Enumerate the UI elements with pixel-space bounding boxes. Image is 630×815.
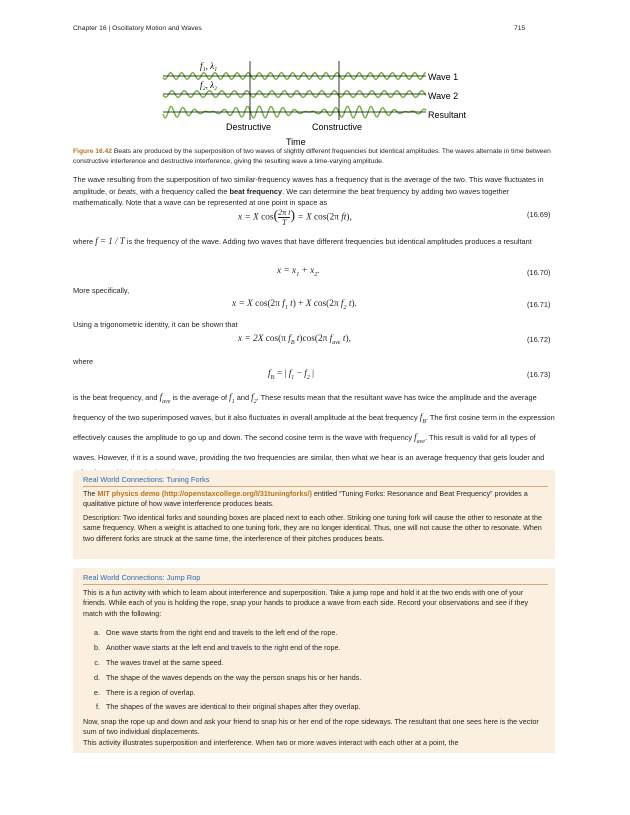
f2-lambda2-label: f₂, λ₂ <box>200 80 218 90</box>
wave-1-label: Wave 1 <box>428 72 459 82</box>
equation-number-16-73: (16.73) <box>527 370 551 379</box>
paragraph-beats-intro: The wave resulting from the superposition of two similar-frequency waves has a frequency that is the average of the two. This wave fluctuates in amplitude, or beats, with a frequency called the beat frequency. We can determine the beat frequency by adding two waves together mathematically. Note that a wave can be represented at one point in space as <box>73 175 544 207</box>
running-header-chapter: Chapter 16 | Oscillatory Motion and Waves <box>73 25 202 32</box>
observation-text: The shape of the waves depends on the way the person snaps his or her hands. <box>106 672 362 682</box>
observation-letter: e. <box>94 687 100 697</box>
paragraph-where: where <box>73 357 94 366</box>
observation-text: The waves travel at the same speed. <box>106 657 224 667</box>
equation-16-72: x = 2X cos(π $f_B$ t)cos(2π $f_{ave}$ t), <box>238 334 351 346</box>
observation-item <box>83 673 545 688</box>
observation-item <box>83 643 545 658</box>
equation-16-73: $f_B$ = | $f_1 - f_2$ | <box>268 369 314 381</box>
observation-letter: c. <box>94 657 100 667</box>
destructive-label: Destructive <box>226 122 272 132</box>
jump-rope-snap-paragraph: Now, snap the rope up and down and ask your friend to snap his or her end of the rope sideways. The resultant that one sees here is the vector sum of two individual displacements. <box>83 717 539 737</box>
jump-rope-box <box>73 568 555 753</box>
constructive-label: Constructive <box>312 122 363 132</box>
tuning-forks-demo-paragraph: The MIT physics demo (http://openstaxcollege.org/l/31tuningforks/) entitled “Tuning Forks: Resonance and Beat Frequency” provides a qualitative picture of how wave interference produces beats. <box>83 489 528 509</box>
paragraph-beat-frequency-explained: is the beat frequency, and $f_{ave}$ is the average of $f_1$ and $f_2$. These results mean that the resultant wave has twice the amplitude and the average frequency of the two superimposed waves, but it also fluctuates in overall amplitude at the beat frequency $f_B$. The first cosine term in the expression effectively causes the amplitude to go up and down. The second cosine term is the wave with frequency $f_{ave}$. This result is valid for all types of waves. However, if it is a sound wave, providing the two frequencies are similar, then what we hear is an average frequency that gets louder and <box>73 392 555 462</box>
observation-text: One wave starts from the right end and travels to the left end of the rope. <box>106 628 338 637</box>
observation-list <box>83 628 545 717</box>
f1-lambda1-label: f₁, λ₁ <box>200 61 218 71</box>
equation-number-16-70: (16.70) <box>527 268 551 277</box>
observation-item <box>83 628 545 643</box>
equation-number-16-69: (16.69) <box>527 210 551 219</box>
paragraph-frequency-definition: where f = 1 / T is the frequency of the wave. Adding two waves that have different frequencies but identical amplitudes produces a resultant <box>73 236 532 246</box>
observation-text: There is a region of overlap. <box>106 687 196 697</box>
jump-rope-intro: This is a fun activity with which to learn about interference and superposition. Take a jump rope and hold it at the two ends with one of your friends. While each of you is holding the rope, snap your hands to produce a wave from each side. Record your observations and see if they match with the following: <box>83 588 529 618</box>
equation-16-71: x = X cos(2π $f_1$ t) + X cos(2π $f_2$ t). <box>232 299 357 311</box>
observation-letter: f. <box>96 702 100 712</box>
beats-figure <box>160 58 490 148</box>
time-axis-label: Time <box>286 137 306 147</box>
observation-letter: b. <box>94 642 100 652</box>
observation-letter: a. <box>94 628 100 637</box>
tuning-forks-box <box>73 470 555 559</box>
caption-text: Beats are produced by the superposition of two waves of slightly different frequencies but identical amplitudes. The waves alternate in time between constructive interference and destructive interference, giving the resulting wave a time-varying amplitude. <box>73 148 551 165</box>
mit-demo-link[interactable]: MIT physics demo (http://openstaxcollege.org/l/31tuningforks/) <box>97 489 312 498</box>
equation-16-69: x = X cos( $\frac{\text{2π t}}{T}$ ) = X cos(2π ft), <box>238 208 352 227</box>
equation-number-16-72: (16.72) <box>527 335 551 344</box>
page-number: 715 <box>514 25 526 32</box>
wave-2-label: Wave 2 <box>428 91 459 101</box>
paragraph-trig-identity: Using a trigonometric identity, it can be shown that <box>73 320 238 329</box>
figure-caption <box>73 147 553 166</box>
tuning-forks-description: Description: Two identical forks and sounding boxes are placed next to each other. Striking one tuning fork will cause the other to resonate at the same frequency. When a weight is attached to one tuning fork, they are no longer identical. Thus, one will not cause the other to resonate. When two different forks are struck at the same time, the interference of their pitches produces beats. <box>83 513 542 543</box>
equation-number-16-71: (16.71) <box>527 300 551 309</box>
observation-text: The shapes of the waves are identical to their original shapes after they overlap. <box>106 702 361 712</box>
observation-letter: d. <box>94 672 100 682</box>
figure-number: Figure 16.42 <box>73 148 113 155</box>
paragraph-more-specifically: More specifically, <box>73 286 130 295</box>
observation-item <box>83 688 545 703</box>
observation-item <box>83 658 545 673</box>
observation-item <box>83 702 545 717</box>
observation-text: Another wave starts at the left end and travels to the right end of the rope. <box>106 642 341 652</box>
resultant-label: Resultant <box>428 110 467 120</box>
jump-rope-box-title: Real World Connections: Jump Rop <box>83 573 548 585</box>
equation-16-70: $x = x_1 + x_2$. <box>277 266 320 278</box>
jump-rope-conclusion: This activity illustrates superposition and interference. When two or more waves interact with each other at a point, the <box>83 738 459 747</box>
tuning-forks-box-title: Real World Connections: Tuning Forks <box>83 475 548 487</box>
